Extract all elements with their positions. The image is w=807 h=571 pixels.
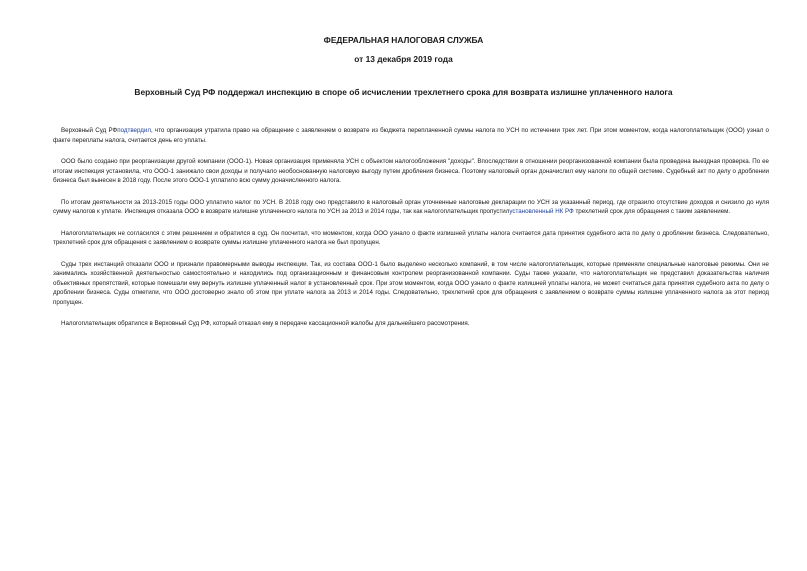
confirmed-link[interactable]: подтвердил xyxy=(117,127,151,134)
document-body xyxy=(53,126,769,341)
paragraph-2: ООО было создано при реорганизации другой компании (ООО-1). Новая организация применяла УСН с объектом налогообложения "доходы". Впоследствии в отношении реорганизованной компании была проведена выездная проверка. По ее итогам инспекция установила, что ООО-1 занижало свои доходы и получало необоснованную налоговую выгоду путем дробления бизнеса. Поэтому налоговый орган доначислил ему налоги по общей системе. Судебный акт по делу о дроблении бизнеса был вынесен в 2018 году. После этого ООО-1 уплатило всю сумму доначисленного налога. xyxy=(53,158,769,184)
document-date: от 13 декабря 2019 года xyxy=(354,54,453,64)
paragraph-3-text-end: трехлетний срок для обращения с таким заявлением. xyxy=(573,208,731,215)
paragraph-3-text-start: По итогам деятельности за 2013-2015 годы ООО уплатило налог по УСН. В 2018 году оно представило в налоговый орган уточненные налоговые декларации по УСН за указанный период, где отразило отсутствие доходов и снизило до нуля сумму налогов к уплате. Инспекция отказала ООО в возврате излишне уплаченного налога по УСН за 2013 и 2014 годы, так как налогоплательщик пропустил xyxy=(53,198,769,215)
paragraph-1 xyxy=(53,126,769,145)
agency-heading: ФЕДЕРАЛЬНАЯ НАЛОГОВАЯ СЛУЖБА xyxy=(323,35,484,45)
paragraph-6: Налогоплательщик обратился в Верховный Суд РФ, который отказал ему в передаче кассационной жалобы для дальнейшего рассмотрения. xyxy=(61,320,470,327)
paragraph-1-text-end: , что организация утратила право на обращение с заявлением о возврате из бюджета переплаченной суммы налога по УСН по истечении трех лет. При этом моментом, когда налогоплательщик (ООО) узнал о факте переплаты налога, считается день его уплаты. xyxy=(53,127,770,144)
paragraph-1-text-start: Верховный Суд РФ xyxy=(61,127,118,134)
document-title: Верховный Суд РФ поддержал инспекцию в споре об исчислении трехлетнего срока для возврата излишне уплаченного налога xyxy=(134,87,673,97)
tax-code-link[interactable]: установленный НК РФ xyxy=(509,208,574,215)
paragraph-4: Налогоплательщик не согласился с этим решением и обратился в суд. Он посчитал, что моментом, когда ООО узнало о факте излишней уплаты налога считается дата принятия судебного акта по делу о дроблении бизнеса. Следовательно, трехлетний срок для обращения с заявлением о возврате суммы излишне уплаченного налога не был пропущен. xyxy=(53,229,769,246)
paragraph-3 xyxy=(53,198,769,217)
paragraph-5: Суды трех инстанций отказали ООО и признали правомерными выводы инспекции. Так, из состава ООО-1 было выделено несколько компаний, в том числе налогоплательщик, которые применяли специальные налоговые режимы. Они не занимались хозяйственной деятельностью самостоятельно и находились под организационным и финансовым контролем реорганизованной компании. Суды также указали, что налогоплательщик не представил доказательства наличия объективных препятствий, которые помешали ему вернуть излишне уплаченный налог в установленный срок. При этом моментом, когда ООО узнало о факте излишней уплаты налога, не может считаться дата принятия судебного акта по делу о дроблении бизнеса. Суды отметили, что ООО достоверно знало об этом при уплате налога за 2013 и 2014 годы. Следовательно, трехлетний срок для обращения с заявлением о возврате суммы излишне уплаченного налога за этот период пропущен. xyxy=(53,260,769,306)
